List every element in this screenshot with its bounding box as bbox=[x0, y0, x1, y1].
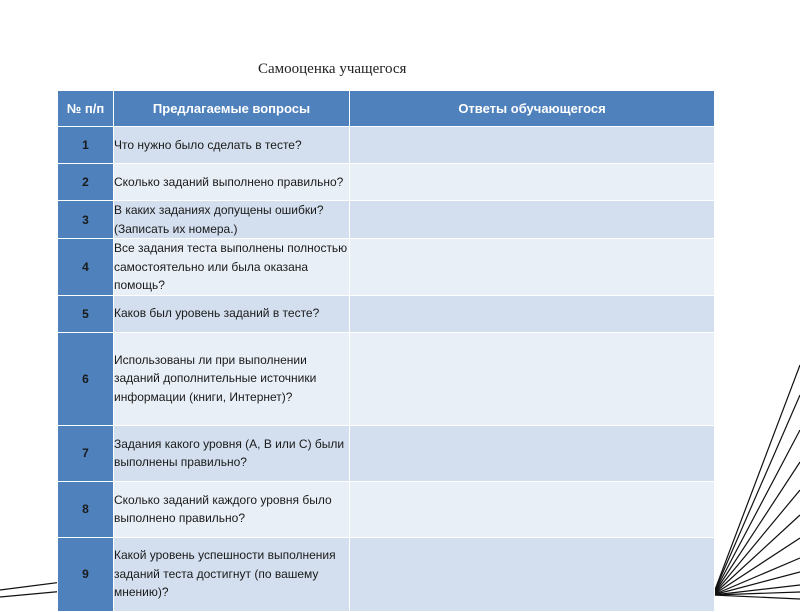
row-number: 5 bbox=[58, 295, 114, 332]
row-number: 3 bbox=[58, 201, 114, 239]
table-header-row bbox=[58, 91, 715, 127]
question-cell: Что нужно было сделать в тесте? bbox=[114, 127, 350, 164]
table-row bbox=[58, 127, 715, 164]
question-cell: Какой уровень успешности выполнения заданий теста достигнут (по вашему мнению)? bbox=[114, 537, 350, 611]
table-row bbox=[58, 164, 715, 201]
answer-cell[interactable] bbox=[350, 201, 715, 239]
question-cell: Сколько заданий выполнено правильно? bbox=[114, 164, 350, 201]
question-cell: Все задания теста выполнены полностью самостоятельно или была оказана помощь? bbox=[114, 239, 350, 296]
table-row bbox=[58, 481, 715, 537]
answer-cell[interactable] bbox=[350, 295, 715, 332]
row-number: 8 bbox=[58, 481, 114, 537]
header-questions: Предлагаемые вопросы bbox=[114, 91, 350, 127]
question-cell: Задания какого уровня (А, В или С) были выполнены правильно? bbox=[114, 425, 350, 481]
question-cell: Каков был уровень заданий в тесте? bbox=[114, 295, 350, 332]
answer-cell[interactable] bbox=[350, 127, 715, 164]
answer-cell[interactable] bbox=[350, 164, 715, 201]
question-cell: Использованы ли при выполнении заданий дополнительные источники информации (книги, Интернет)? bbox=[114, 332, 350, 425]
answer-cell[interactable] bbox=[350, 332, 715, 425]
header-answers: Ответы обучающегося bbox=[350, 91, 715, 127]
header-number: № п/п bbox=[58, 91, 114, 127]
row-number: 4 bbox=[58, 239, 114, 296]
table-row bbox=[58, 201, 715, 239]
row-number: 6 bbox=[58, 332, 114, 425]
self-assessment-table bbox=[57, 90, 715, 612]
row-number: 2 bbox=[58, 164, 114, 201]
row-number: 9 bbox=[58, 537, 114, 611]
table-row bbox=[58, 295, 715, 332]
table-row bbox=[58, 425, 715, 481]
row-number: 7 bbox=[58, 425, 114, 481]
question-cell: Сколько заданий каждого уровня было выполнено правильно? bbox=[114, 481, 350, 537]
answer-cell[interactable] bbox=[350, 239, 715, 296]
table-row bbox=[58, 239, 715, 296]
row-number: 1 bbox=[58, 127, 114, 164]
page-title: Самооценка учащегося bbox=[258, 61, 407, 77]
answer-cell[interactable] bbox=[350, 425, 715, 481]
answer-cell[interactable] bbox=[350, 481, 715, 537]
question-cell: В каких заданиях допущены ошибки? (Записать их номера.) bbox=[114, 201, 350, 239]
table-row bbox=[58, 332, 715, 425]
